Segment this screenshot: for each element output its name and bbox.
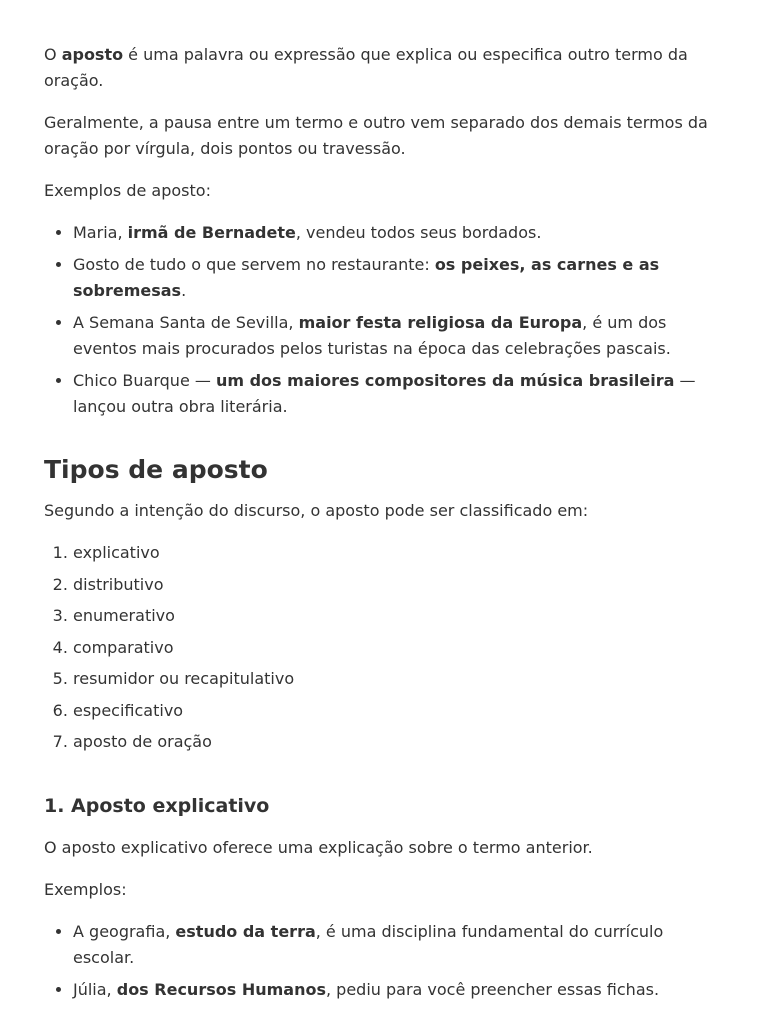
intro-text: é uma palavra ou expressão que explica ou especifica outro termo da oração. xyxy=(44,45,688,90)
example-text: . xyxy=(181,281,187,300)
list-item xyxy=(73,919,724,971)
intro-text: O xyxy=(44,45,62,64)
list-item xyxy=(73,220,724,246)
example-aposto: os peixes, as carnes e as sobremesas xyxy=(73,255,660,300)
list-item: 1. explicativo xyxy=(73,540,724,566)
example-aposto: maior festa religiosa da Europa xyxy=(298,313,583,332)
list-item: 7. aposto de oração xyxy=(73,729,724,755)
example-text: A Semana Santa de Sevilla, xyxy=(73,313,299,332)
list-item xyxy=(73,310,724,362)
example-text: , pediu para você preencher essas fichas. xyxy=(325,980,660,999)
example-text: , vendeu todos seus bordados. xyxy=(295,223,542,242)
example-aposto: um dos maiores compositores da música brasileira xyxy=(215,371,675,390)
section-heading-tipos: Tipos de aposto xyxy=(44,455,268,484)
list-item: 3. enumerativo xyxy=(73,603,724,629)
example-text: Júlia, xyxy=(73,980,117,999)
list-item: 2. distributivo xyxy=(73,572,724,598)
explicativo-examples-list xyxy=(44,919,724,1003)
list-item xyxy=(73,368,724,420)
explicativo-description: O aposto explicativo oferece uma explicação sobre o termo anterior. xyxy=(44,838,593,857)
list-item: 6. especificativo xyxy=(73,698,724,724)
examples-label: Exemplos de aposto: xyxy=(44,181,211,200)
tipos-list xyxy=(44,540,724,755)
list-item: 4. comparativo xyxy=(73,635,724,661)
example-aposto: irmã de Bernadete xyxy=(127,223,296,242)
list-item xyxy=(73,977,724,1003)
example-text: Gosto de tudo o que servem no restaurante: xyxy=(73,255,435,274)
example-text: A geografia, xyxy=(73,922,176,941)
pause-paragraph: Geralmente, a pausa entre um termo e outro vem separado dos demais termos da oração por vírgula, dois pontos ou travessão. xyxy=(44,113,708,158)
example-aposto: dos Recursos Humanos xyxy=(116,980,326,999)
list-item: 5. resumidor ou recapitulativo xyxy=(73,666,724,692)
examples-list xyxy=(44,220,724,420)
examples-label: Exemplos: xyxy=(44,880,127,899)
example-aposto: estudo da terra xyxy=(175,922,316,941)
example-text: , é um dos eventos mais procurados pelos turistas na época das celebrações pascais. xyxy=(73,313,671,358)
intro-paragraph xyxy=(44,42,724,94)
example-text: , é uma disciplina fundamental do currículo escolar. xyxy=(73,922,664,967)
intro-term: aposto xyxy=(61,45,124,64)
section-heading-explicativo: 1. Aposto explicativo xyxy=(44,795,270,817)
example-text: Chico Buarque — xyxy=(73,371,216,390)
example-text: — lançou outra obra literária. xyxy=(73,371,696,416)
example-text: Maria, xyxy=(73,223,128,242)
tipos-intro: Segundo a intenção do discurso, o aposto pode ser classificado em: xyxy=(44,501,589,520)
list-item xyxy=(73,252,724,304)
